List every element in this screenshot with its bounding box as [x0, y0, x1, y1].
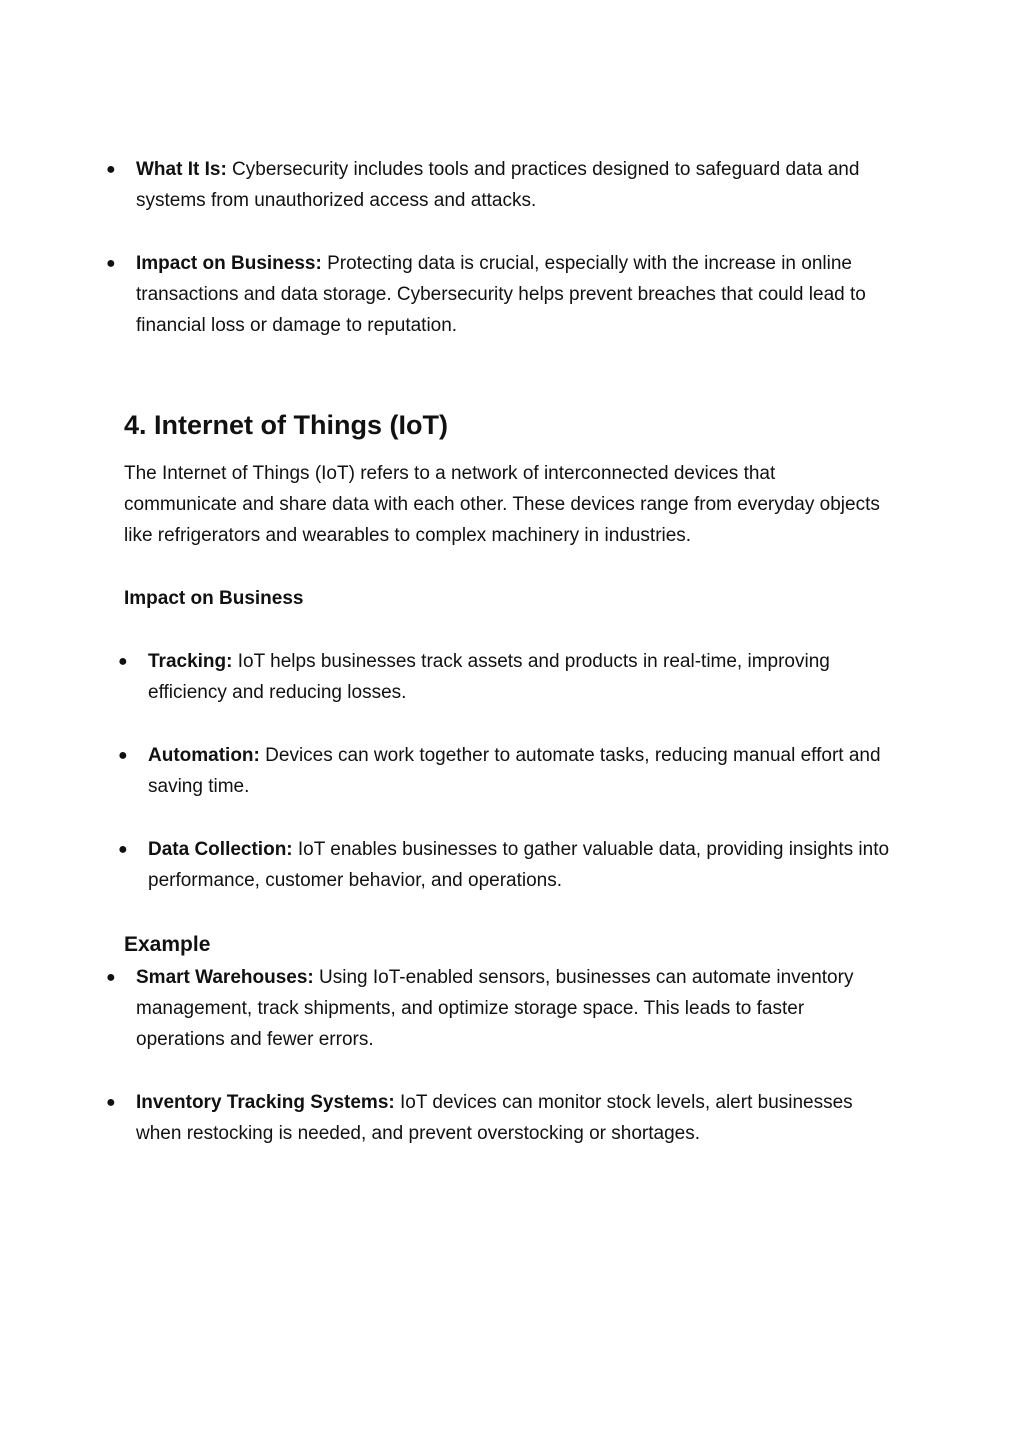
list-item-label: Impact on Business:: [136, 253, 322, 274]
list-item-body: Protecting data is crucial, especially with the increase in online transactions and data storage. Cybersecurity helps prevent breaches that could lead to financial loss or damage to reputation.: [136, 253, 866, 336]
list-item-text: [148, 834, 898, 896]
bullet-icon: ●: [106, 969, 116, 986]
bullet-icon: ●: [118, 653, 128, 670]
list-item-text: [136, 962, 891, 1055]
list-item: [106, 962, 906, 1055]
section-intro: The Internet of Things (IoT) refers to a network of interconnected devices that communicate and share data with each other. These devices range from everyday objects like refrigerators and wearables to complex machinery in industries.: [124, 463, 880, 546]
list-item-label: Automation:: [148, 745, 260, 766]
list-item-body: IoT enables businesses to gather valuable data, providing insights into performance, customer behavior, and operations.: [148, 839, 890, 891]
list-item-text: [136, 154, 896, 216]
list-item-body: Using IoT-enabled sensors, businesses can automate inventory management, track shipments, and optimize storage space. This leads to faster operations and fewer errors.: [136, 967, 854, 1050]
impact-heading: Impact on Business: [124, 588, 304, 609]
list-item-label: Smart Warehouses:: [136, 967, 314, 988]
bullet-icon: ●: [106, 161, 116, 178]
list-item: [106, 1087, 906, 1149]
section-heading: 4. Internet of Things (IoT): [124, 410, 448, 440]
list-item: [106, 154, 906, 216]
bullet-icon: ●: [106, 255, 116, 272]
bullet-icon: ●: [118, 841, 128, 858]
list-item-label: Data Collection:: [148, 839, 293, 860]
list-item-label: What It Is:: [136, 159, 227, 180]
bullet-icon: ●: [106, 1094, 116, 1111]
list-item-body: Devices can work together to automate tasks, reducing manual effort and saving time.: [148, 745, 881, 797]
list-item-body: IoT helps businesses track assets and products in real-time, improving efficiency and reducing losses.: [148, 651, 830, 703]
list-item: [106, 248, 906, 341]
list-item-body: IoT devices can monitor stock levels, alert businesses when restocking is needed, and prevent overstocking or shortages.: [136, 1092, 853, 1144]
list-item-label: Inventory Tracking Systems:: [136, 1092, 395, 1113]
list-item-text: [136, 248, 898, 341]
list-item-label: Tracking:: [148, 651, 233, 672]
list-item-text: [136, 1087, 886, 1149]
list-item-text: [148, 646, 898, 708]
list-item-body: Cybersecurity includes tools and practices designed to safeguard data and systems from unauthorized access and attacks.: [136, 159, 860, 211]
example-heading: Example: [124, 933, 211, 956]
bullet-icon: ●: [118, 747, 128, 764]
list-item: [118, 740, 908, 802]
list-item-text: [148, 740, 900, 802]
list-item: [118, 834, 908, 896]
list-item: [118, 646, 908, 708]
